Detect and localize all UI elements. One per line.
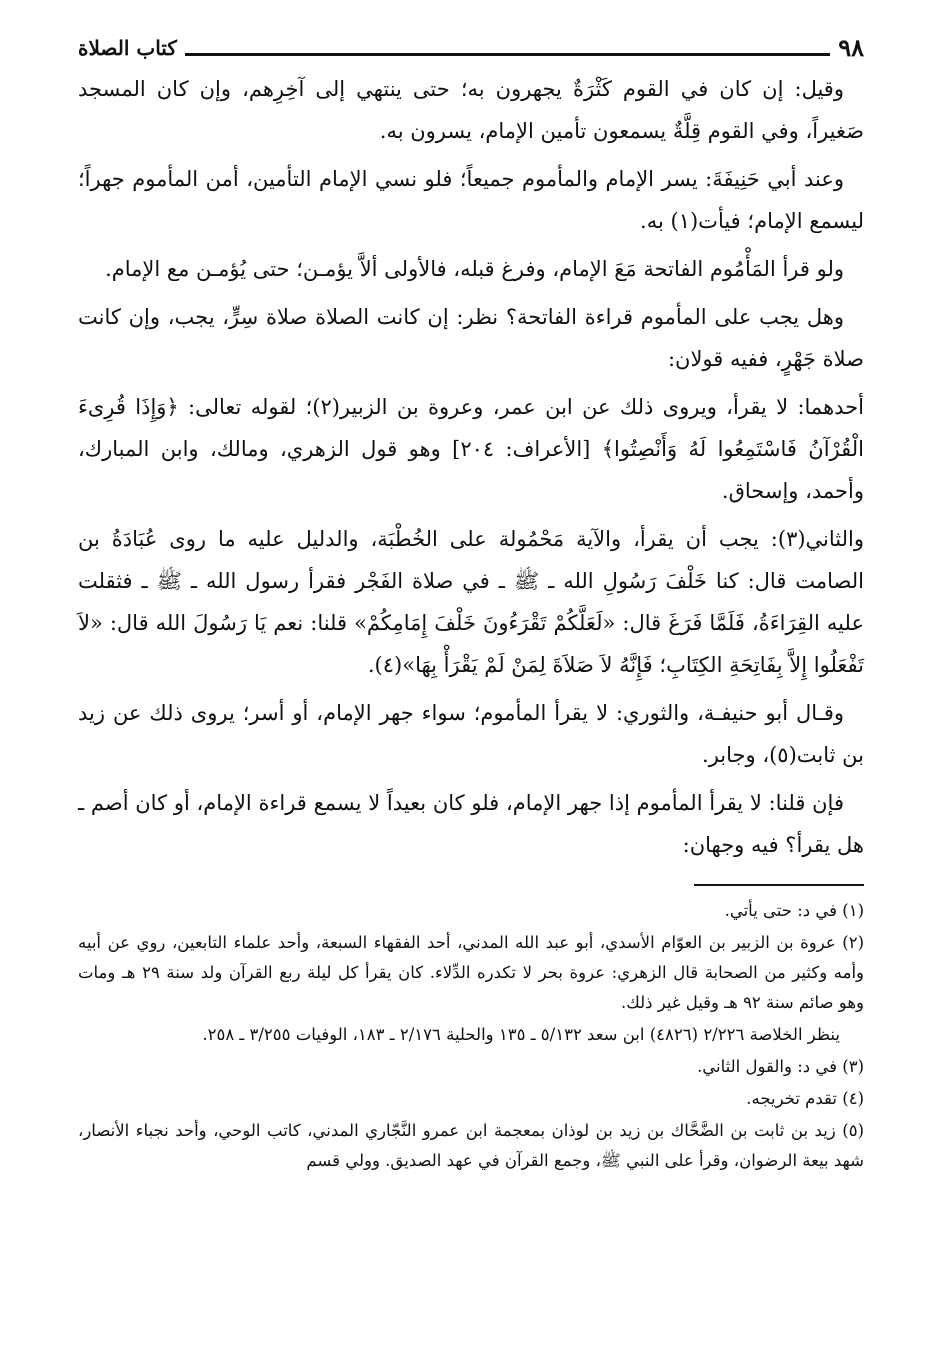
footnote-continuation: ينظر الخلاصة ٢/٢٢٦ (٤٨٢٦) ابن سعد ٥/١٣٢ ـ ١٣٥ والحلية ٢/١٧٦ ـ ١٨٣، الوفيات ٣/٢٥٥ ـ ٢٥٨.	[202, 1025, 840, 1044]
footnote: (١) في د: حتى يأتي.	[724, 901, 864, 920]
paragraph: وقـال أبو حنيفـة، والثوري: لا يقرأ المأموم؛ سواء جهر الإمام، أو أسر؛ يروى ذلك عن زيد بن ثابت(٥)، وجابر.	[78, 701, 864, 767]
running-title: كتاب الصلاة	[78, 36, 177, 60]
footnote: (٤) تقدم تخريجه.	[746, 1089, 864, 1108]
header-divider	[185, 53, 830, 56]
footnote: (٥) زيد بن ثابت بن الضَّحَّاك بن زيد بن لوذان بمعجمة ابن عمرو النَّجّاري المدني، كاتب الوحي، وأحد نجباء الأنصار، شهد بيعة الرضوان، وقرأ على النبي ﷺ، وجمع القرآن في عهد الصديق. وولي قسم	[78, 1121, 864, 1170]
paragraph: أحدهما: لا يقرأ، ويروى ذلك عن ابن عمر، وعروة بن الزبير(٢)؛ لقوله تعالى: ﴿وَإِذَا قُرِىءَ الْقُرْآنُ فَاسْتَمِعُوا لَهُ وَأَنْصِتُوا﴾ [الأعراف: ٢٠٤] وهو قول الزهري، ومالك، وابن المبارك، وأحمد، وإسحاق.	[78, 395, 864, 503]
footnote-separator	[694, 884, 864, 886]
page-number: ٩٨	[838, 33, 864, 62]
paragraph: وقيل: إن كان في القوم كَثْرَةٌ يجهرون به؛ حتى ينتهي إلى آخِرِهم، وإن كان المسجد صَغيراً، وفي القوم قِلَّةٌ يسمعون تأمين الإمام، يسرون به.	[78, 77, 864, 143]
paragraph: ولو قرأ المَأْمُوم الفاتحة مَعَ الإمام، وفرغ قبله، فالأولى ألاَّ يؤمـن؛ حتى يُؤمـن مع الإمام.	[105, 257, 844, 281]
footnote: (٢) عروة بن الزبير بن العوّام الأسدي، أبو عبد الله المدني، أحد الفقهاء السبعة، وأحد علماء التابعين، روي عن أبيه وأمه وكثير من الصحابة قال الزهري: عروة بحر لا تكدره الدِّلاء. كان يقرأ كل ليلة ربع القرآن ولد سنة ٢٩ هـ ومات وهو صائم سنة ٩٢ هـ وقيل غير ذلك.	[78, 933, 864, 1012]
paragraph: وهل يجب على المأموم قراءة الفاتحة؟ نظر: إن كانت الصلاة صلاة سِرٍّ، يجب، وإن كانت صلاة جَهْرٍ، ففيه قولان:	[78, 305, 864, 371]
page-header	[78, 30, 864, 60]
paragraph: وعند أبي حَنِيفَةَ: يسر الإمام والمأموم جميعاً؛ فلو نسي الإمام التأمين، أمن المأموم جهراً؛ ليسمع الإمام؛ فيأت(١) به.	[78, 167, 864, 233]
footnote: (٣) في د: والقول الثاني.	[697, 1057, 864, 1076]
paragraph: فإن قلنا: لا يقرأ المأموم إذا جهر الإمام، فلو كان بعيداً لا يسمع قراءة الإمام، أو كان أصم ـ هل يقرأ؟ فيه وجهان:	[78, 791, 864, 857]
paragraph: والثاني(٣): يجب أن يقرأ، والآية مَحْمُولة على الخُطْبَة، والدليل عليه ما روى عُبَادَةُ بن الصامت قال: كنا خَلْفَ رَسُولِ الله ـ ﷺ ـ في صلاة الفَجْر فقرأ رسول الله ـ ﷺ ـ فثقلت عليه القِرَاءَةُ، فَلَمَّا فَرَغَ قال: «لَعَلَّكُمْ تَقْرَءُونَ خَلْفَ إِمَامِكُمْ» قلنا: نعم يَا رَسُولَ الله قال: «لاَ تَفْعَلُوا إِلاَّ بِفَاتِحَةِ الكِتَابِ؛ فَإِنَّهُ لاَ صَلاَةَ لِمَنْ لَمْ يَقْرَأْ بِهَا»(٤).	[78, 527, 864, 677]
main-text	[78, 68, 864, 866]
footnotes	[78, 896, 864, 1176]
